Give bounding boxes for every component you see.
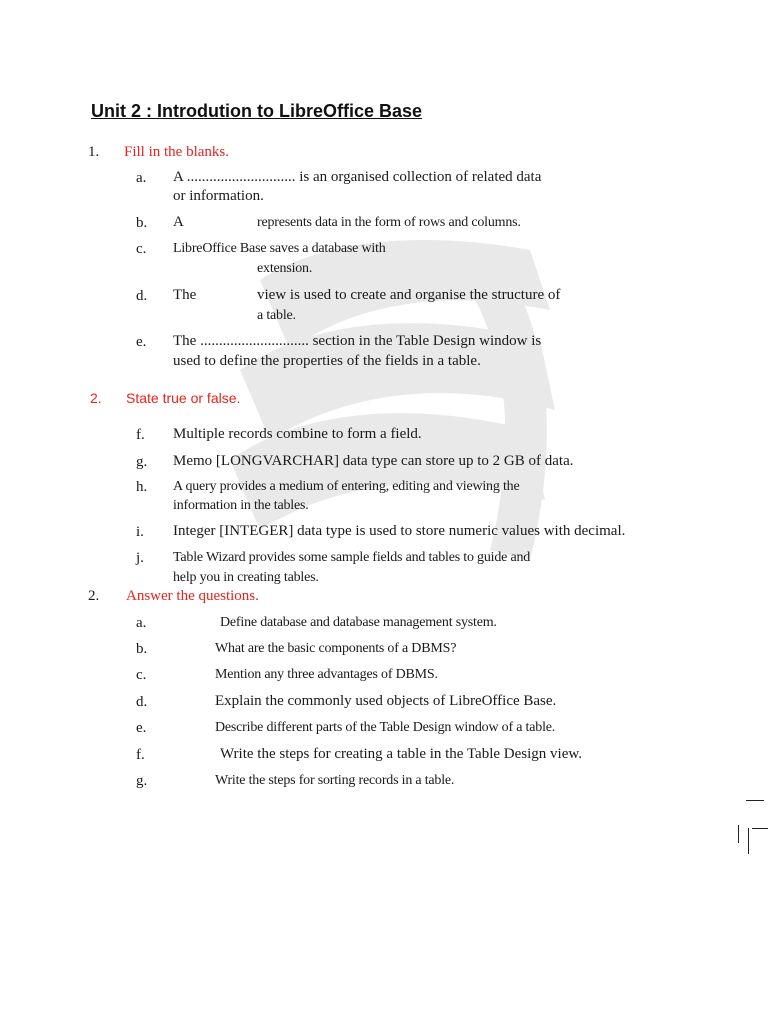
section-3-number: 2.: [88, 588, 100, 604]
crop-mark-vertical-right: [748, 828, 749, 854]
question-a-text: Define database and database management system.: [220, 615, 497, 630]
item-2h-label: h.: [136, 479, 148, 495]
item-1d-prefix: The: [173, 287, 197, 303]
section-2-title: State true or false.: [126, 390, 241, 406]
item-2g-label: g.: [136, 454, 148, 470]
question-g-text: Write the steps for sorting records in a table.: [215, 773, 455, 788]
question-c-label: c.: [136, 667, 147, 683]
item-1d-line1: view is used to create and organise the structure of: [257, 287, 561, 303]
item-2h-line1: A query provides a medium of entering, editing and viewing the: [173, 479, 520, 494]
item-2f-line1: Multiple records combine to form a field.: [173, 426, 422, 442]
item-2i-line1: Integer [INTEGER] data type is used to store numeric values with decimal.: [173, 523, 626, 539]
item-2g-line1: Memo [LONGVARCHAR] data type can store up to 2 GB of data.: [173, 453, 574, 469]
item-2j-line1: Table Wizard provides some sample fields and tables to guide and: [173, 550, 531, 565]
item-1a-line1: A ............................. is an organised collection of related data: [173, 169, 542, 185]
item-1e-label: e.: [136, 334, 147, 350]
section-3-title: Answer the questions.: [126, 588, 259, 604]
item-1c-line1: LibreOffice Base saves a database with: [173, 241, 386, 256]
question-c-text: Mention any three advantages of DBMS.: [215, 667, 438, 682]
item-1b-text: represents data in the form of rows and columns.: [257, 215, 521, 230]
question-d-label: d.: [136, 694, 148, 710]
item-1b-label: b.: [136, 215, 148, 231]
question-a-label: a.: [136, 615, 147, 631]
page-title: Unit 2 : Introdution to LibreOffice Base: [91, 101, 423, 121]
crop-mark-corner: [752, 828, 768, 829]
crop-mark-horizontal: [746, 800, 764, 801]
question-f-label: f.: [136, 747, 145, 763]
item-1b-prefix: A: [173, 214, 184, 230]
question-b-text: What are the basic components of a DBMS?: [215, 641, 457, 656]
item-1a-line2: or information.: [173, 188, 264, 204]
crop-mark-vertical-left: [738, 825, 739, 843]
question-f-text: Write the steps for creating a table in the Table Design view.: [220, 746, 582, 762]
item-1d-label: d.: [136, 288, 148, 304]
item-1a-label: a.: [136, 170, 147, 186]
question-b-label: b.: [136, 641, 148, 657]
section-1-title: Fill in the blanks.: [124, 144, 229, 160]
section-2-number: 2.: [90, 390, 102, 406]
item-1e-line1: The ............................. section in the Table Design window is: [173, 333, 542, 349]
item-2j-line2: help you in creating tables.: [173, 570, 319, 585]
item-2h-line2: information in the tables.: [173, 498, 309, 513]
item-2i-label: i.: [136, 524, 144, 540]
question-g-label: g.: [136, 773, 148, 789]
question-d-text: Explain the commonly used objects of LibreOffice Base.: [215, 693, 557, 709]
item-2f-label: f.: [136, 427, 145, 443]
item-2j-label: j.: [136, 550, 144, 566]
question-e-label: e.: [136, 720, 147, 736]
item-1c-label: c.: [136, 241, 147, 257]
question-e-text: Describe different parts of the Table Design window of a table.: [215, 720, 556, 735]
item-1c-line2: extension.: [257, 261, 313, 276]
section-1-number: 1.: [88, 144, 100, 160]
item-1d-line2: a table.: [257, 308, 296, 323]
item-1e-line2: used to define the properties of the fields in a table.: [173, 353, 481, 369]
